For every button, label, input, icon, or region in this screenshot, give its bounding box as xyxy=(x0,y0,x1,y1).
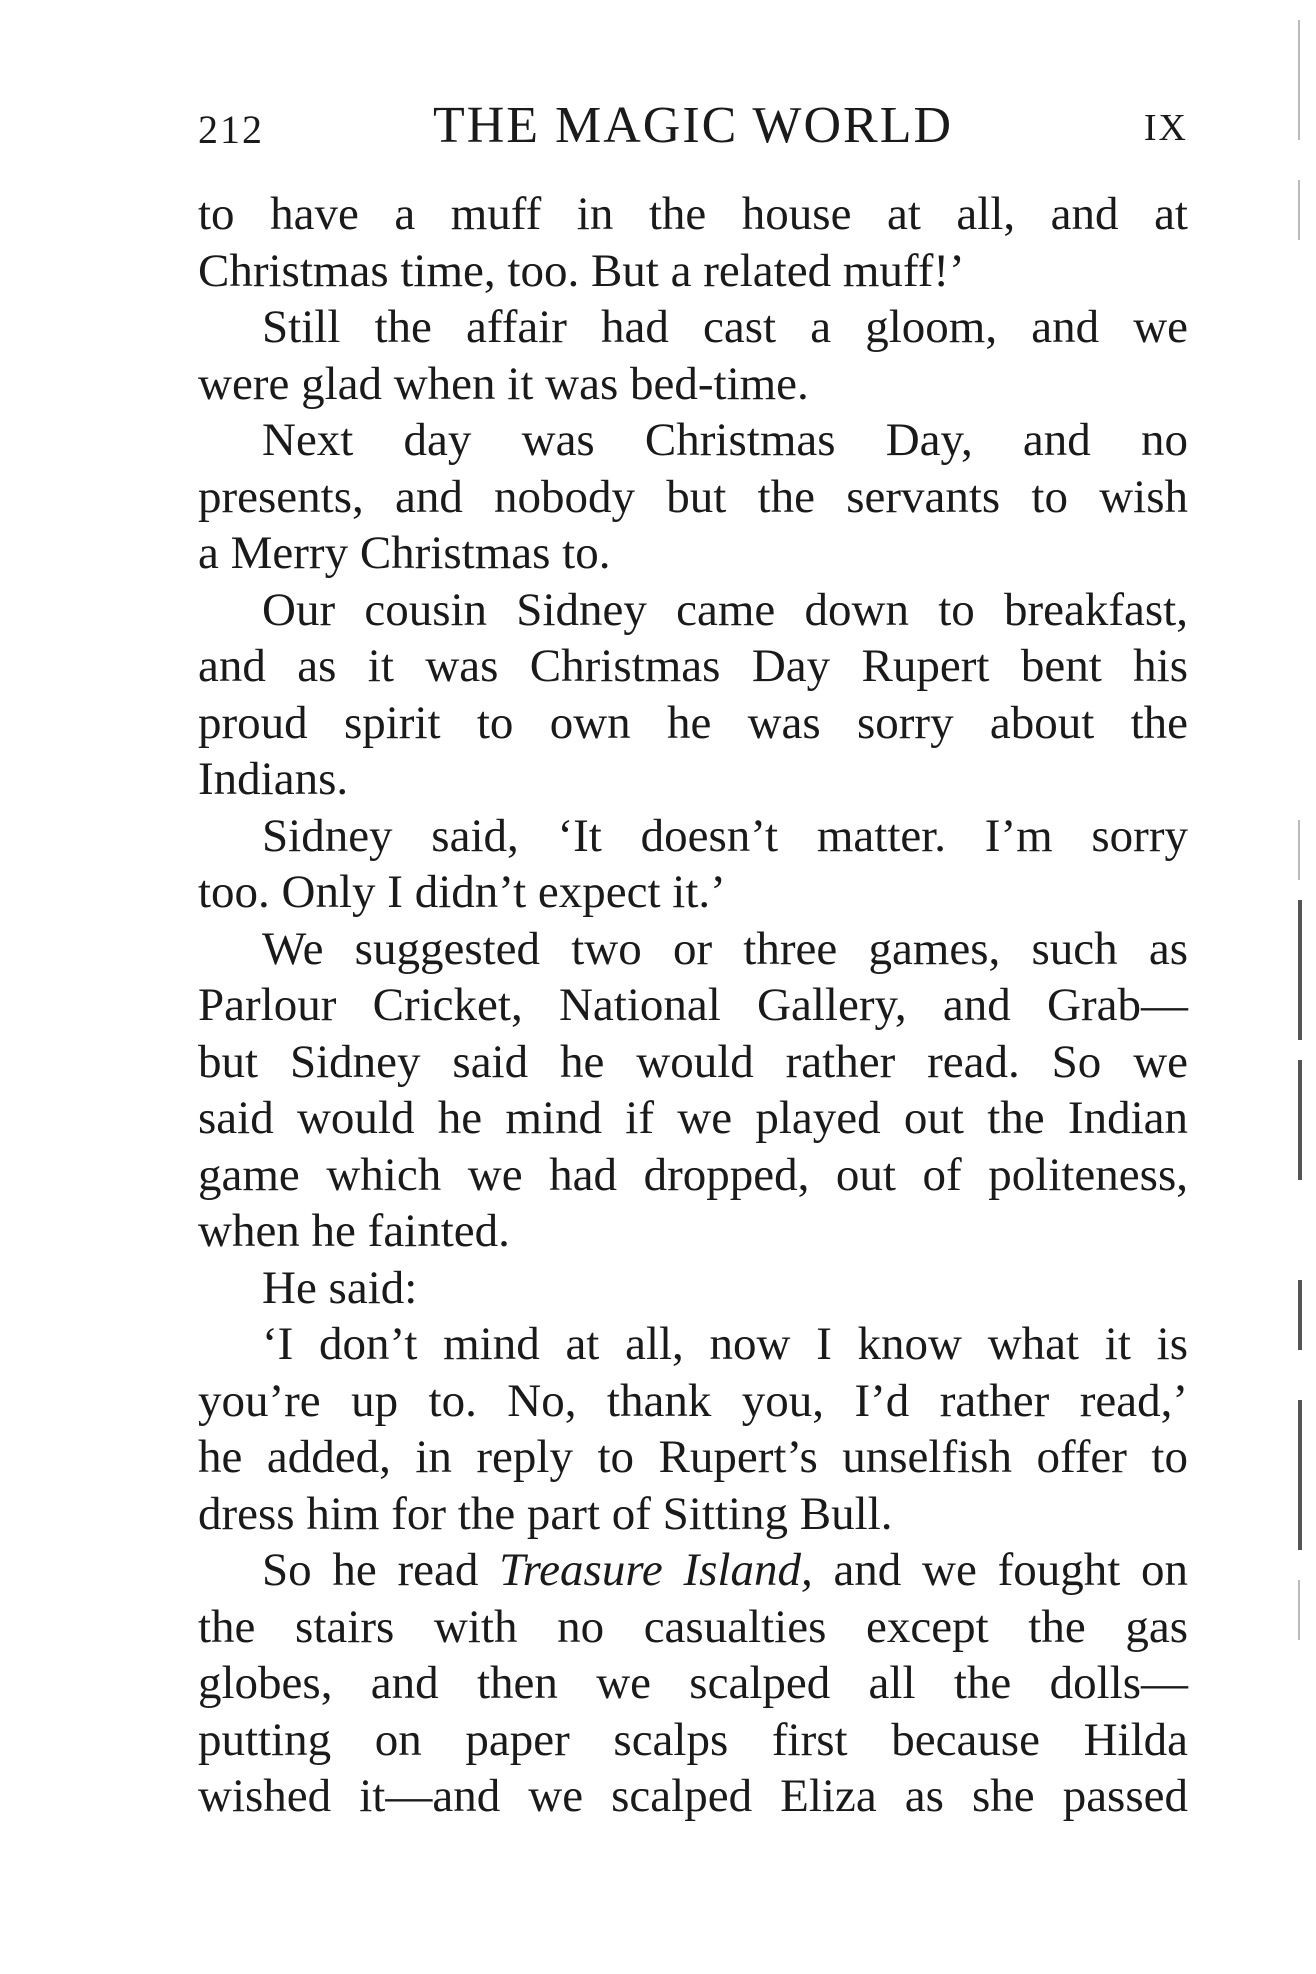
text-line: Parlour Cricket, National Gallery, and Grab— xyxy=(198,979,1188,1031)
running-head xyxy=(198,96,1188,156)
text-line: Our cousin Sidney came down to breakfast, xyxy=(262,583,1188,636)
book-title-italic: Treasure Island, xyxy=(499,1544,813,1596)
scan-mark xyxy=(1298,180,1300,240)
text-line: the stairs with no casualties except the gas xyxy=(198,1600,1188,1653)
scan-mark xyxy=(1298,900,1302,1040)
text-line: Still the affair had cast a gloom, and we xyxy=(262,301,1188,353)
scan-mark xyxy=(1298,1060,1302,1180)
scan-edge-noise xyxy=(1294,0,1308,1974)
page-number: 212 xyxy=(198,107,264,152)
text-line: He said: xyxy=(262,1261,418,1314)
text-line: were glad when it was bed-time. xyxy=(198,357,809,410)
text-line: presents, and nobody but the servants to wish xyxy=(198,470,1188,523)
text-line: game which we had dropped, out of politeness, xyxy=(198,1148,1188,1201)
text-line: he added, in reply to Rupert’s unselfish offer to xyxy=(198,1431,1188,1483)
text-line: Next day was Christmas Day, and no xyxy=(262,414,1188,466)
text-line: dress him for the part of Sitting Bull. xyxy=(198,1487,893,1540)
text-line-with-title xyxy=(198,1542,1188,1599)
body-text xyxy=(198,186,1188,1825)
text-line: proud spirit to own he was sorry about the xyxy=(198,696,1188,749)
text-line: putting on paper scalps first because Hilda xyxy=(198,1713,1188,1766)
text-line: and as it was Christmas Day Rupert bent his xyxy=(198,640,1188,692)
text-line: to have a muff in the house at all, and at xyxy=(198,188,1188,240)
text-line: wished it—and we scalped Eliza as she passed xyxy=(198,1770,1188,1822)
text-line: said would he mind if we played out the Indian xyxy=(198,1092,1188,1144)
text-line: too. Only I didn’t expect it.’ xyxy=(198,866,726,918)
text-line: when he fainted. xyxy=(198,1205,510,1257)
chapter-number: IX xyxy=(1143,107,1188,149)
text-line: Christmas time, too. But a related muff!’ xyxy=(198,244,965,297)
text-line: Sidney said, ‘It doesn’t matter. I’m sorry xyxy=(262,809,1188,862)
text-line: a Merry Christmas to. xyxy=(198,527,611,579)
text-line: We suggested two or three games, such as xyxy=(262,922,1188,975)
scan-mark xyxy=(1298,20,1300,140)
running-title: THE MAGIC WORLD xyxy=(432,97,954,154)
text-fragment: and we fought on xyxy=(812,1544,1189,1596)
scan-mark xyxy=(1298,1280,1302,1350)
text-line: ‘I don’t mind at all, now I know what it is xyxy=(262,1318,1188,1370)
scan-mark xyxy=(1298,1400,1302,1550)
text-line: Indians. xyxy=(198,753,349,805)
text-line: globes, and then we scalped all the dolls— xyxy=(198,1657,1188,1709)
scan-mark xyxy=(1298,1580,1300,1640)
text-line: you’re up to. No, thank you, I’d rather read,’ xyxy=(198,1374,1188,1427)
text-line: but Sidney said he would rather read. So we xyxy=(198,1035,1188,1088)
scan-mark xyxy=(1298,820,1300,880)
text-fragment: So he read xyxy=(262,1544,500,1596)
